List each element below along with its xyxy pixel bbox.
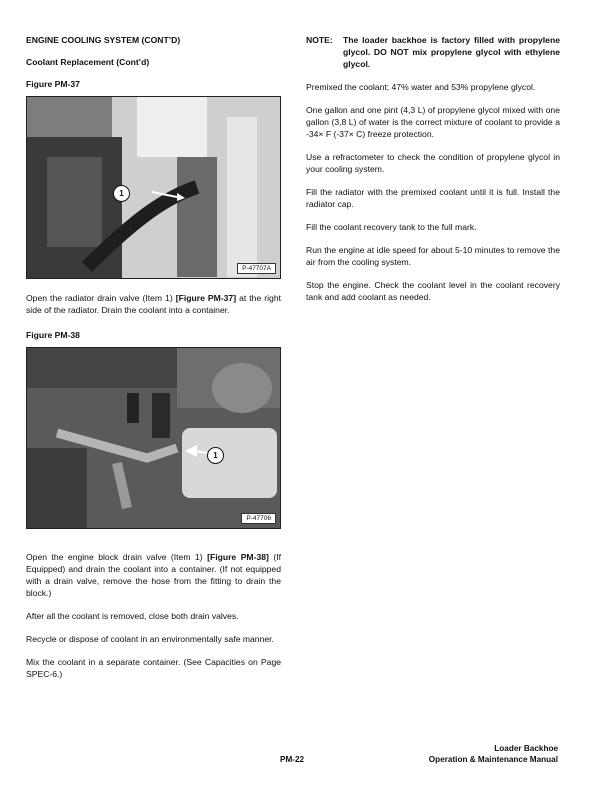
paragraph-run-engine: Run the engine at idle speed for about 5-10 minutes to remove the air from the cooling system.: [306, 245, 560, 267]
section-heading: ENGINE COOLING SYSTEM (CONT’D): [26, 35, 181, 45]
footer-manual: Operation & Maintenance Manual: [428, 755, 558, 764]
figure-ref: [Figure PM-38]: [207, 552, 269, 562]
paragraph-fill-tank: Fill the coolant recovery tank to the full mark.: [306, 222, 477, 232]
paragraph-mixture: One gallon and one pint (4,3 L) of propylene glycol mixed with one gallon (3,8 L) of water is the correct mixture of coolant to provide a -34× F (-37× C) freeze protection.: [306, 105, 560, 139]
paragraph-recycle: Recycle or dispose of coolant in an environmentally safe manner.: [26, 634, 274, 644]
paragraph-drain-block: Open the engine block drain valve (Item 1): [26, 552, 208, 562]
paragraph-premix: Premixed the coolant; 47% water and 53% propylene glycol.: [306, 82, 536, 92]
figure-ref: [Figure PM-37]: [175, 293, 237, 303]
figure-pm38-photo: [26, 347, 281, 529]
callout-1: 1: [207, 447, 224, 464]
paragraph-drain-radiator: Open the radiator drain valve (Item 1): [26, 293, 176, 303]
footer-product: Loader Backhoe: [494, 744, 558, 753]
note-label: NOTE:: [306, 35, 333, 45]
note-box: [306, 34, 560, 70]
figure-pm37-label: Figure PM-37: [26, 79, 80, 89]
paragraph-refractometer: Use a refractometer to check the condition of propylene glycol in your cooling system.: [306, 152, 560, 174]
note-text: The loader backhoe is factory filled with propylene glycol. DO NOT mix propylene glycol with ethylene glycol.: [343, 35, 560, 69]
figure-pm38-label: Figure PM-38: [26, 330, 80, 340]
photo-code: P-47706: [241, 513, 276, 524]
paragraph-stop-engine: Stop the engine. Check the coolant level in the coolant recovery tank and add coolant as needed.: [306, 280, 560, 302]
paragraph-fill-radiator: Fill the radiator with the premixed coolant until it is full. Install the radiator cap.: [306, 187, 560, 209]
figure-pm37-photo: [26, 96, 281, 279]
photo-code: P-47707A: [237, 263, 276, 274]
subsection-heading: Coolant Replacement (Cont’d): [26, 57, 150, 67]
footer-title: [429, 743, 558, 765]
page-number: PM-22: [280, 755, 305, 764]
callout-1: 1: [113, 185, 130, 202]
paragraph-mix: Mix the coolant in a separate container. (See Capacities on Page SPEC-6.): [26, 657, 281, 679]
paragraph-close-valves: After all the coolant is removed, close both drain valves.: [26, 611, 239, 621]
right-column: [306, 34, 560, 314]
left-column: ENGINE COOLING SYSTEM (CONT’D) Coolant Replacement (Cont’d) Figure PM-37 1 P-47707A Open the radiator drain valve (Item 1) [Figure PM-37] at the right side of the radiator. Drain the coolant into a container. Figure PM-38 1 P-47706 Open the engine block drain valve (Item 1) [Figure PM-38] (If Equipped) and drain the coolant into a container. (If not equipped with a drain valve, remove the hose from the fitting to drain the block.) After all the coolant is removed, close both drain valves. Recycle or dispose of coolant in an environmentally safe manner. Mix the coolant in a separate container. (See Capacities on Page SPEC-6.): [26, 35, 281, 679]
